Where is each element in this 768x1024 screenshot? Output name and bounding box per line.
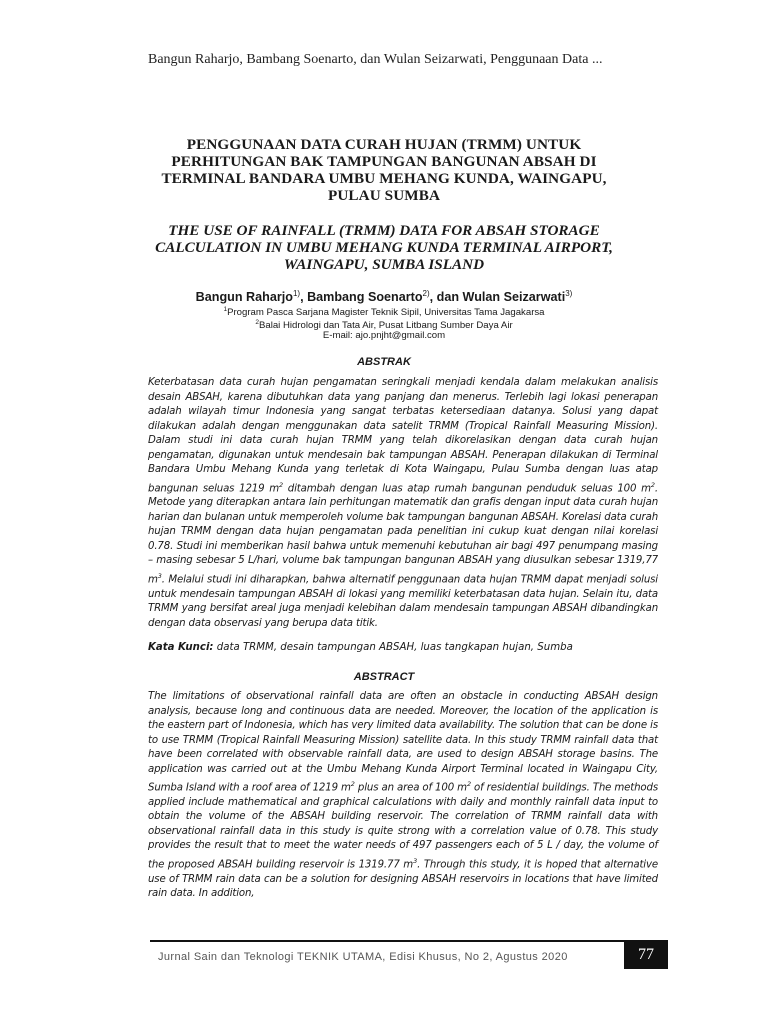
abstrak-heading: ABSTRAK <box>357 356 411 368</box>
author-name: Bambang Soenarto <box>307 290 423 305</box>
title-en-line: WAINGAPU, SUMBA ISLAND <box>283 256 485 273</box>
author-affil-marker: 1) <box>292 289 301 298</box>
author-name: Bangun Raharjo <box>195 290 293 305</box>
abstract-heading: ABSTRACT <box>353 671 415 683</box>
title-english <box>120 222 648 273</box>
abstract-text: The limitations of observational rainfall data are often an obstacle in conducting ABSAH design analysis, because long and continuous data are needed. Moreover, the location of the application is the eastern part of Indonesia, which has very limited data availability. The solution that can be done is to use TRMM (Tropical Rainfall Measuring Mission) satellite data. In this study TRMM rainfall data that have been correlated with observable rainfall data, are used to design ABSAH storage basins. The application was carried out at the Umbu Mehang Kunda Airport Terminal located in Waingapu City, Sumba Island with a roof area of 1219 m <box>148 691 658 794</box>
footer-journal-name: Jurnal Sain dan Teknologi TEKNIK UTAMA, Edisi Khusus, No 2, Agustus 2020 <box>158 951 568 963</box>
superscript: 3 <box>413 856 418 865</box>
superscript: 2 <box>466 780 471 788</box>
author-name: Wulan Seizarwati <box>462 290 566 305</box>
title-id-line: PULAU SUMBA <box>327 187 441 204</box>
superscript: 2 <box>650 480 655 489</box>
abstrak-text: Keterbatasan data curah hujan pengamatan seringkali menjadi kendala dalam melakukan analisis desain ABSAH, karena dibutuhkan data yang panjang dan menerus. Terlebih lagi lokasi penerapan adalah wilayah timur Indonesia yang sangat terbatas ketersediaan datanya. Solusi yang dapat dilakukan adalah dengan menggunakan data satelit TRMM (Tropical Rainfall Measuring Mission). Dalam studi ini data curah hujan TRMM yang telah dikorelasikan dengan data curah hujan pengamatan, digunakan untuk mendesain bak tampungan ABSAH. Penerapan dilakukan di Terminal Bandara Umbu Mehang Kunda yang terletak di Kota Waingapu, Pulau Sumba dengan luas atap bangunan seluas 1219 m <box>148 377 658 494</box>
footer-divider <box>150 940 668 942</box>
affiliation-text: Program Pasca Sarjana Magister Teknik Sipil, Universitas Tama Jagakarsa <box>227 307 545 319</box>
abstrak-text: . Metode yang diterapkan antara lain perhitungan matematik dan grafis dengan input data curah hujan harian dan bulanan untuk memperoleh volume bak tampungan bangunan ABSAH. Korelasi data curah hujan TRMM dengan data hujan pengamatan pada penelitian ini cukup kuat dengan nilai korelasi 0.78. Studi ini memberikan hasil bahwa untuk memenuhi kebutuhan air bagi 497 penumpang masing – masing sebesar 5 L/hari, volume bak tampungan bangunan ABSAH yang diusulkan sebesar 1319,77 m <box>148 482 658 586</box>
author-affil-marker: 2) <box>422 289 430 298</box>
abstract-text: plus an area of 100 m <box>354 782 467 794</box>
author-affil-marker: 3) <box>565 289 573 298</box>
abstract-text: . Through this study, it is hoped that alternative use of TRMM rain data can be a solution for designing ABSAH reservoirs in locations that have limited rain data. In addition, <box>148 859 658 900</box>
superscript: 2 <box>350 780 355 788</box>
affiliation-marker: 2 <box>255 319 259 326</box>
keywords-text: data TRMM, desain tampungan ABSAH, luas tangkapan hujan, Sumba <box>213 642 573 653</box>
abstrak-body <box>148 376 658 631</box>
superscript: 3 <box>157 571 162 580</box>
page-number: 77 <box>624 941 668 969</box>
keywords-label: Kata Kunci: <box>148 642 214 653</box>
author-separator: , dan <box>429 290 463 305</box>
title-en-line: CALCULATION IN UMBU MEHANG KUNDA TERMINAL AIRPORT, <box>155 239 613 256</box>
title-en-line: THE USE OF RAINFALL (TRMM) DATA FOR ABSAH STORAGE <box>168 222 600 239</box>
keywords <box>148 641 658 655</box>
affiliation-text: Balai Hidrologi dan Tata Air, Pusat Litbang Sumber Daya Air <box>258 320 513 332</box>
abstract-text: of residential buildings. The methods applied include mathematical and graphical calculations with daily and monthly rainfall data input to obtain the volume of the ABSAH building reservoir. The correlation of TRMM rainfall data with observational rainfall data in this study is quite strong with a correlation value of 0.78. This study provides the result that to meet the water needs of 497 passengers each of 5 L / day, the volume of the proposed ABSAH building reservoir is 1319.77 m <box>148 782 658 871</box>
title-indonesian <box>120 136 648 204</box>
author-email: E-mail: ajo.pnjht@gmail.com <box>322 330 446 341</box>
title-id-line: PENGGUNAAN DATA CURAH HUJAN (TRMM) UNTUK <box>186 136 582 153</box>
abstrak-text: ditambah dengan luas atap rumah bangunan penduduk seluas 100 m <box>283 482 651 494</box>
title-id-line: PERHITUNGAN BAK TAMPUNGAN BANGUNAN ABSAH DI <box>171 153 597 170</box>
title-id-line: TERMINAL BANDARA UMBU MEHANG KUNDA, WAINGAPU, <box>161 170 607 187</box>
abstract-body <box>148 690 658 902</box>
affiliation-marker: 1 <box>223 306 228 313</box>
running-header: Bangun Raharjo, Bambang Soenarto, dan Wulan Seizarwati, Penggunaan Data ... <box>148 52 603 67</box>
author-list <box>120 286 648 305</box>
author-separator: , <box>300 290 308 305</box>
abstrak-text: . Melalui studi ini diharapkan, bahwa alternatif penggunaan data hujan TRMM dapat menjadi solusi untuk mendesain tampungan ABSAH di lokasi yang memiliki keterbatasan data hujan. Selain itu, data TRMM yang bersifat areal juga menjadi kelebihan dalam mendesain tampungan ABSAH dibandingkan dengan data observasi yang berupa data titik. <box>148 574 658 629</box>
superscript: 2 <box>279 480 284 489</box>
